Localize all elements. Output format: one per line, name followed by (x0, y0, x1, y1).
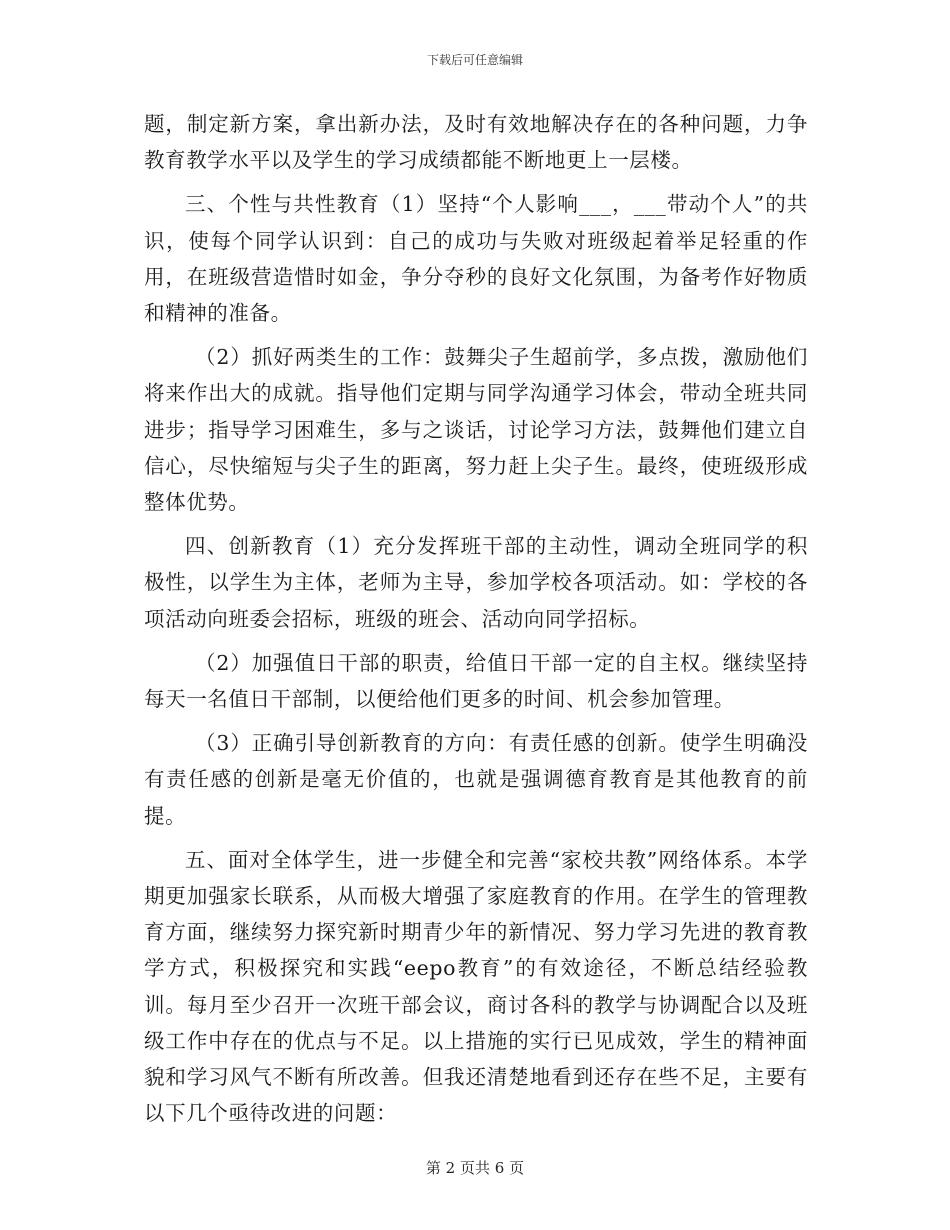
paragraph-section-5: 五、面对全体学生，进一步健全和完善“家校共教”网络体系。本学期更加强家长联系，从而极大增强了家庭教育的作用。在学生的管理教育方面，继续努力探究新时期青少年的新情况、努力学习先进的教育教学方式，积极探究和实践“eepo教育”的有效途径，不断总结经验教训。每月至少召开一次班干部会议，商讨各科的教学与协调配合以及班级工作中存在的优点与不足。以上措施的实行已见成效，学生的精神面貌和学习风气不断有所改善。但我还清楚地看到还存在些不足，主要有以下几个亟待改进的问题： (144, 847, 808, 1126)
document-body (144, 106, 808, 1131)
paragraph-section-4-item-3: （3）正确引导创新教育的方向：有责任感的创新。使学生明确没有责任感的创新是毫无价值的，也就是强调德育教育是其他教育的前提。 (144, 731, 808, 828)
paragraph-section-4-item-2: （2）加强值日干部的职责，给值日干部一定的自主权。继续坚持每天一名值日干部制，以便给他们更多的时间、机会参加管理。 (144, 650, 808, 712)
paragraph-section-3: 三、个性与共性教育（1）坚持“个人影响___，___带动个人”的共识，使每个同学认识到：自己的成功与失败对班级起着举足轻重的作用，在班级营造惜时如金，争分夺秒的良好文化氛围，为备考作好物质和精神的准备。 (144, 192, 808, 326)
page-header-note: 下载后可任意编辑 (426, 53, 523, 67)
paragraph-section-4: 四、创新教育（1）充分发挥班干部的主动性，调动全班同学的积极性，以学生为主体，老师为主导，参加学校各项活动。如：学校的各项活动向班委会招标，班级的班会、活动向同学招标。 (144, 534, 808, 631)
page-number: 第 2 页共 6 页 (425, 1159, 525, 1177)
paragraph-section-3-item-2: （2）抓好两类生的工作：鼓舞尖子生超前学，多点拨，激励他们将来作出大的成就。指导他们定期与同学沟通学习体会，带动全班共同进步；指导学习困难生，多与之谈话，讨论学习方法，鼓舞他们建立自信心，尽快缩短与尖子生的距离，努力赶上尖子生。最终，使班级形成整体优势。 (144, 345, 808, 515)
paragraph-continuation: 题，制定新方案，拿出新办法，及时有效地解决存在的各种问题，力争教育教学水平以及学生的学习成绩都能不断地更上一层楼。 (144, 112, 808, 173)
